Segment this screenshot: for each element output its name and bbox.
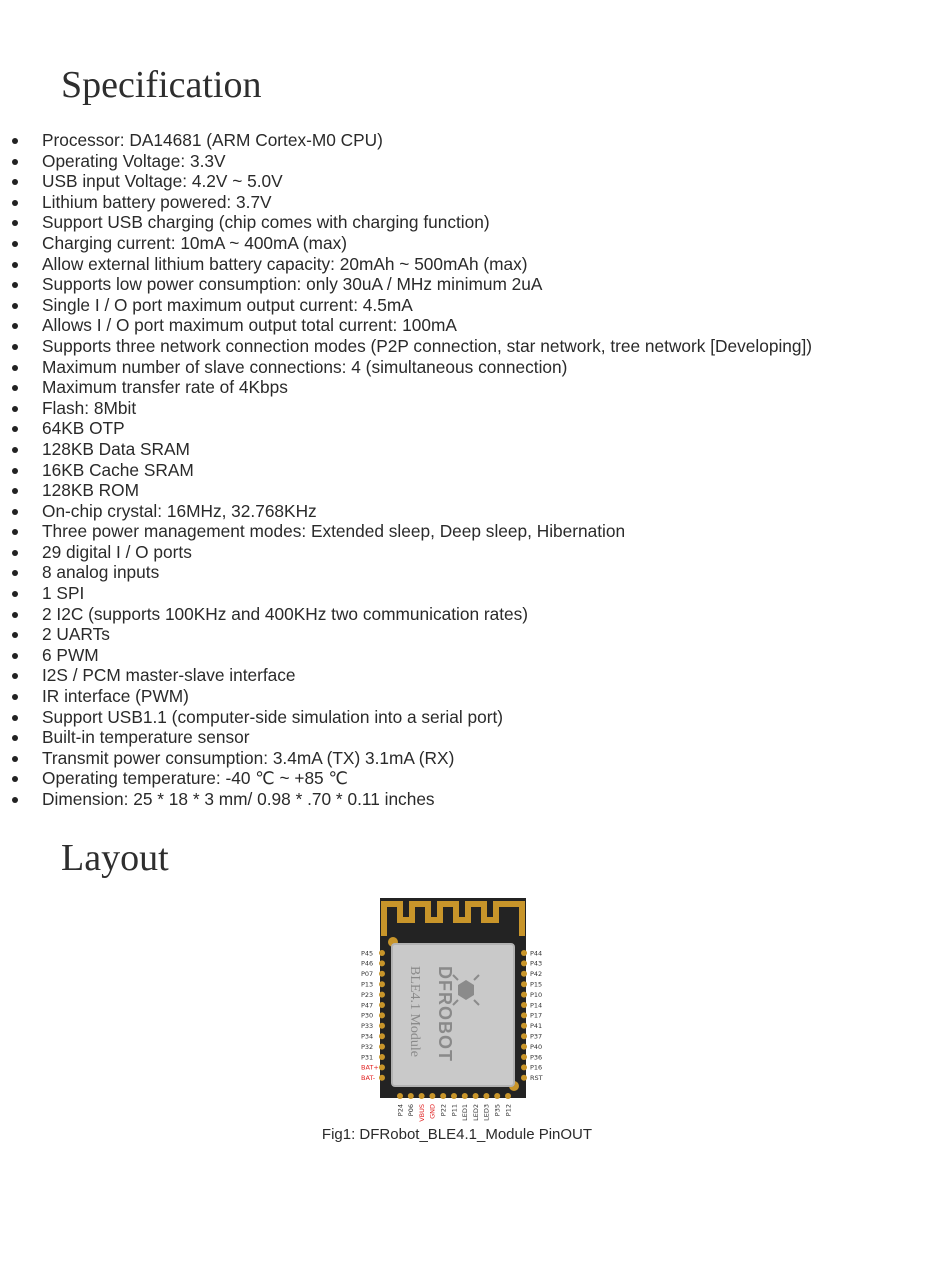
pin-pad <box>379 971 385 977</box>
spec-item: 8 analog inputs <box>0 562 940 583</box>
pin-label-bottom: LED1 <box>461 1104 470 1121</box>
pin-label-bottom: P22 <box>439 1104 448 1117</box>
pin-pad <box>521 971 527 977</box>
spec-item: Lithium battery powered: 3.7V <box>0 192 940 213</box>
spec-item: 2 UARTs <box>0 624 940 645</box>
pin-pad <box>379 1012 385 1018</box>
pin-pad <box>521 981 527 987</box>
pin-label-left: P23 <box>361 990 374 999</box>
pin-label-bottom: P24 <box>396 1104 405 1117</box>
ble-module-image <box>356 896 546 1122</box>
pin-pad <box>429 1093 435 1099</box>
pin-pad <box>379 1002 385 1008</box>
pin-label-right: P15 <box>530 980 543 989</box>
pin-label-bottom: P35 <box>493 1104 502 1117</box>
pin-pad <box>483 1093 489 1099</box>
pin-label-left: BAT+ <box>361 1063 379 1072</box>
pin-label-right: P42 <box>530 970 543 979</box>
spec-item: Operating temperature: -40 ℃ ~ +85 ℃ <box>0 768 940 789</box>
spec-item: 6 PWM <box>0 645 940 666</box>
pin-pad <box>440 1093 446 1099</box>
pin-pad <box>521 1002 527 1008</box>
pin-pad <box>521 1044 527 1050</box>
spec-item: Supports low power consumption: only 30uA / MHz minimum 2uA <box>0 274 940 295</box>
pin-pad <box>408 1093 414 1099</box>
spec-item: Single I / O port maximum output current: 4.5mA <box>0 295 940 316</box>
dfrobot-brand-text: DFROBOT <box>435 966 455 1062</box>
pin-pad <box>379 981 385 987</box>
layout-heading: Layout <box>61 837 169 879</box>
pin-pad <box>419 1093 425 1099</box>
pin-pad <box>473 1093 479 1099</box>
figure-caption: Fig1: DFRobot_BLE4.1_Module PinOUT <box>321 1126 593 1143</box>
pin-pad <box>379 1044 385 1050</box>
pin-label-bottom: GND <box>428 1104 437 1119</box>
pin-label-left: P30 <box>361 1011 374 1020</box>
spec-item: 128KB Data SRAM <box>0 439 940 460</box>
spec-item: Supports three network connection modes (P2P connection, star network, tree network [Developing]) <box>0 336 940 357</box>
pin-pad <box>379 950 385 956</box>
spec-item: 128KB ROM <box>0 480 940 501</box>
pin-pad <box>521 1054 527 1060</box>
pin-label-right: P43 <box>530 959 543 968</box>
pin-pad <box>521 992 527 998</box>
spec-item: I2S / PCM master-slave interface <box>0 665 940 686</box>
pin-label-bottom: LED2 <box>471 1104 480 1121</box>
module-label-text: BLE4.1 Module <box>407 966 422 1057</box>
pin-label-left: P31 <box>361 1053 374 1062</box>
spec-item: Charging current: 10mA ~ 400mA (max) <box>0 233 940 254</box>
pin-pad <box>397 1093 403 1099</box>
spec-item: Dimension: 25 * 18 * 3 mm/ 0.98 * .70 * 0.11 inches <box>0 789 940 810</box>
spec-item: Allows I / O port maximum output total current: 100mA <box>0 315 940 336</box>
pin-pad <box>521 950 527 956</box>
spec-item: Maximum number of slave connections: 4 (simultaneous connection) <box>0 357 940 378</box>
pin-pad <box>379 1054 385 1060</box>
pin-pad <box>379 1075 385 1081</box>
spec-item: Support USB charging (chip comes with charging function) <box>0 212 940 233</box>
pin-label-left: P34 <box>361 1032 374 1041</box>
spec-item: 1 SPI <box>0 583 940 604</box>
pin-pad <box>379 960 385 966</box>
spec-item: Maximum transfer rate of 4Kbps <box>0 377 940 398</box>
pin-pad <box>521 1023 527 1029</box>
pin-pad <box>462 1093 468 1099</box>
pin-label-left: P13 <box>361 980 374 989</box>
spec-item: Built-in temperature sensor <box>0 727 940 748</box>
spec-item: Processor: DA14681 (ARM Cortex-M0 CPU) <box>0 130 940 151</box>
pin-pad <box>521 1033 527 1039</box>
pin-label-left: P07 <box>361 970 374 979</box>
pin-pad <box>451 1093 457 1099</box>
spec-item: Allow external lithium battery capacity: 20mAh ~ 500mAh (max) <box>0 254 940 275</box>
spec-item: Transmit power consumption: 3.4mA (TX) 3.1mA (RX) <box>0 748 940 769</box>
pin-pad <box>494 1093 500 1099</box>
pin-pad <box>379 1023 385 1029</box>
pin-pad <box>521 1075 527 1081</box>
spec-item: 29 digital I / O ports <box>0 542 940 563</box>
pin-label-right: P10 <box>530 990 543 999</box>
pin-label-bottom: VBUS <box>417 1104 426 1122</box>
pin-label-right: P40 <box>530 1042 543 1051</box>
pin-label-right: P17 <box>530 1011 543 1020</box>
pin-label-left: P46 <box>361 959 374 968</box>
spec-item: 16KB Cache SRAM <box>0 460 940 481</box>
pin-pad <box>521 960 527 966</box>
pin-pad <box>379 992 385 998</box>
spec-item: 2 I2C (supports 100KHz and 400KHz two communication rates) <box>0 604 940 625</box>
pin-label-right: P16 <box>530 1063 543 1072</box>
pin-label-right: P41 <box>530 1022 543 1031</box>
pin-label-right: P14 <box>530 1001 543 1010</box>
spec-item: IR interface (PWM) <box>0 686 940 707</box>
specification-list <box>0 130 940 810</box>
pin-label-bottom: LED3 <box>482 1104 491 1121</box>
spec-item: Three power management modes: Extended sleep, Deep sleep, Hibernation <box>0 521 940 542</box>
pin-pad <box>521 1064 527 1070</box>
pin-label-right: P36 <box>530 1053 543 1062</box>
module-pinout-figure <box>356 896 546 1122</box>
pin-label-right: P37 <box>530 1032 543 1041</box>
pin-label-right: RST <box>530 1074 543 1083</box>
pin-pad <box>505 1093 511 1099</box>
pin-pad <box>379 1064 385 1070</box>
pin-label-left: P32 <box>361 1042 374 1051</box>
specification-heading: Specification <box>61 64 262 106</box>
pin-label-left: BAT- <box>361 1074 376 1083</box>
pin-label-left: P45 <box>361 949 374 958</box>
pin-label-bottom: P06 <box>407 1104 416 1117</box>
pin-label-bottom: P12 <box>504 1104 513 1117</box>
pin-pad <box>379 1033 385 1039</box>
spec-item: USB input Voltage: 4.2V ~ 5.0V <box>0 171 940 192</box>
pin-label-left: P33 <box>361 1022 374 1031</box>
spec-item: On-chip crystal: 16MHz, 32.768KHz <box>0 501 940 522</box>
pin-label-left: P47 <box>361 1001 374 1010</box>
pin-label-right: P44 <box>530 949 543 958</box>
spec-item: Flash: 8Mbit <box>0 398 940 419</box>
spec-item: 64KB OTP <box>0 418 940 439</box>
pin-label-bottom: P11 <box>450 1104 459 1117</box>
spec-item: Operating Voltage: 3.3V <box>0 151 940 172</box>
pin-pad <box>521 1012 527 1018</box>
spec-item: Support USB1.1 (computer-side simulation into a serial port) <box>0 707 940 728</box>
